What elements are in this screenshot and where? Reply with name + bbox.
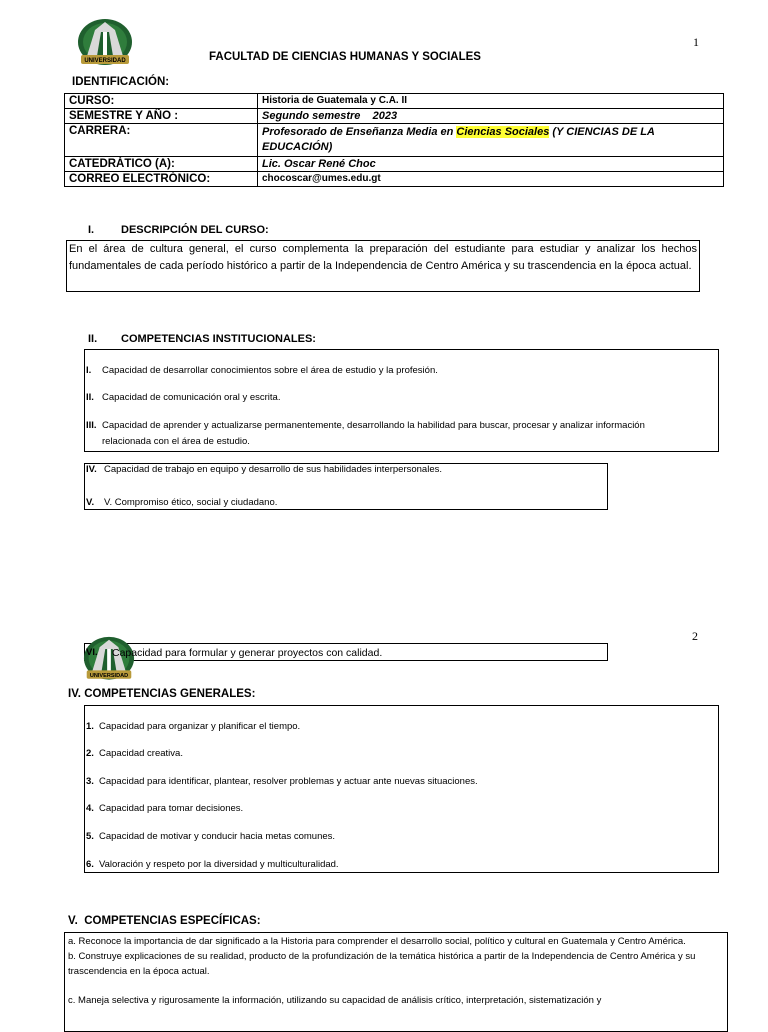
item-number: VI. xyxy=(86,647,98,658)
semestre-value: Segundo semestre 2023 xyxy=(258,109,724,124)
inst-competencies-heading: COMPETENCIAS INSTITUCIONALES: xyxy=(121,333,316,345)
item-number: 1. xyxy=(86,721,94,732)
specific-competencies-heading: V. COMPETENCIAS ESPECÍFICAS: xyxy=(68,915,261,927)
list-item: Capacidad para organizar y planificar el tiempo. xyxy=(99,721,301,732)
item-number: 5. xyxy=(86,831,94,842)
list-item: Capacidad de motivar y conducir hacia metas comunes. xyxy=(99,831,336,842)
list-item: Capacidad para formular y generar proyectos con calidad. xyxy=(112,647,383,659)
svg-text:UNIVERSIDAD: UNIVERSIDAD xyxy=(89,672,129,679)
description-heading: DESCRIPCIÓN DEL CURSO: xyxy=(121,224,269,236)
catedratico-label: CATEDRÁTICO (A): xyxy=(65,157,258,172)
curso-label: CURSO: xyxy=(65,94,258,109)
identification-heading: IDENTIFICACIÓN: xyxy=(72,76,170,88)
curso-value: Historia de Guatemala y C.A. II xyxy=(258,94,724,109)
carrera-value-highlight: Ciencias Sociales xyxy=(456,126,550,138)
list-item: a. Reconoce la importancia de dar significado a la Historia para comprender el desarrollo social, político y cultural en Guatemala y Centro América. xyxy=(68,936,686,947)
table-row xyxy=(65,94,724,109)
item-number: IV. xyxy=(86,464,97,475)
logo-emblem-icon xyxy=(75,18,135,74)
svg-text:UNIVERSIDAD: UNIVERSIDAD xyxy=(84,58,126,64)
item-number: II. xyxy=(86,392,94,403)
general-competencies-heading: IV. COMPETENCIAS GENERALES: xyxy=(68,688,256,700)
list-item xyxy=(86,746,94,762)
page-number-2: 2 xyxy=(692,629,698,643)
inst-competencies-number: II. xyxy=(88,333,98,345)
list-item xyxy=(86,363,91,379)
table-row xyxy=(65,157,724,172)
list-item: Capacidad para identificar, plantear, resolver problemas y actuar ante nuevas situaciones. xyxy=(99,776,478,787)
carrera-value-post: (Y CIENCIAS DE LA EDUCACIÓN) xyxy=(262,126,655,153)
carrera-label: CARRERA: xyxy=(65,124,258,157)
specific-competencies-box xyxy=(64,932,728,1032)
list-item xyxy=(86,801,94,817)
list-item xyxy=(86,719,94,735)
list-item: relacionada con el área de estudio. xyxy=(102,436,250,447)
description-box: En el área de cultura general, el curso complementa la preparación del estudiante para estudiar y analizar los hechos fundamentales de cada período histórico a partir de la Independencia de Centro América y su trascendencia en la época actual. xyxy=(66,240,700,292)
item-number: 4. xyxy=(86,803,94,814)
list-item: Capacidad para tomar decisiones. xyxy=(99,803,244,814)
list-item: Capacidad de trabajo en equipo y desarrollo de sus habilidades interpersonales. xyxy=(104,464,443,475)
item-number: 2. xyxy=(86,748,94,759)
carrera-value xyxy=(258,124,724,157)
university-logo xyxy=(75,18,135,74)
list-item: Capacidad de aprender y actualizarse permanentemente, desarrollando la habilidad para buscar, procesar y analizar información xyxy=(102,420,645,431)
faculty-title: FACULTAD DE CIENCIAS HUMANAS Y SOCIALES xyxy=(209,51,481,63)
list-item: b. Construye explicaciones de su realidad, producto de la profundización de la temática histórica a partir de la Independencia de Centro América y su trascendencia en la época actual. xyxy=(68,951,696,977)
catedratico-value: Lic. Oscar René Choc xyxy=(258,157,724,172)
list-item xyxy=(86,774,94,790)
list-item: Capacidad de comunicación oral y escrita. xyxy=(102,392,281,403)
spacer xyxy=(68,979,724,993)
page-number: 1 xyxy=(693,35,699,49)
carrera-value-pre: Profesorado de Enseñanza Media en xyxy=(262,126,457,138)
list-item xyxy=(86,418,97,434)
logo-emblem-icon xyxy=(80,636,138,688)
list-item xyxy=(86,857,94,873)
table-row xyxy=(65,172,724,187)
list-item xyxy=(86,645,98,661)
item-number: 6. xyxy=(86,859,94,870)
item-number: 3. xyxy=(86,776,94,787)
identification-table xyxy=(64,93,724,187)
list-item: Capacidad de desarrollar conocimientos sobre el área de estudio y la profesión. xyxy=(102,365,438,376)
item-number: V. xyxy=(86,497,95,508)
university-logo-2 xyxy=(80,636,138,688)
correo-value[interactable]: chocoscar@umes.edu.gt xyxy=(258,172,724,187)
table-row xyxy=(65,124,724,157)
list-item xyxy=(86,495,94,511)
list-item: Capacidad creativa. xyxy=(99,748,183,759)
correo-label: CORREO ELECTRÓNICO: xyxy=(65,172,258,187)
description-number: I. xyxy=(88,224,95,236)
list-item xyxy=(86,462,97,478)
list-item: V. Compromiso ético, social y ciudadano. xyxy=(104,497,278,508)
semestre-label: SEMESTRE Y AÑO : xyxy=(65,109,258,124)
table-row xyxy=(65,109,724,124)
item-number: III. xyxy=(86,420,97,431)
list-item xyxy=(86,390,94,406)
item-number: I. xyxy=(86,365,92,376)
list-item: c. Maneja selectiva y rigurosamente la información, utilizando su capacidad de análisis crítico, interpretación, sistematización y xyxy=(68,995,602,1006)
list-item xyxy=(86,829,94,845)
list-item: Valoración y respeto por la diversidad y multiculturalidad. xyxy=(99,859,339,870)
